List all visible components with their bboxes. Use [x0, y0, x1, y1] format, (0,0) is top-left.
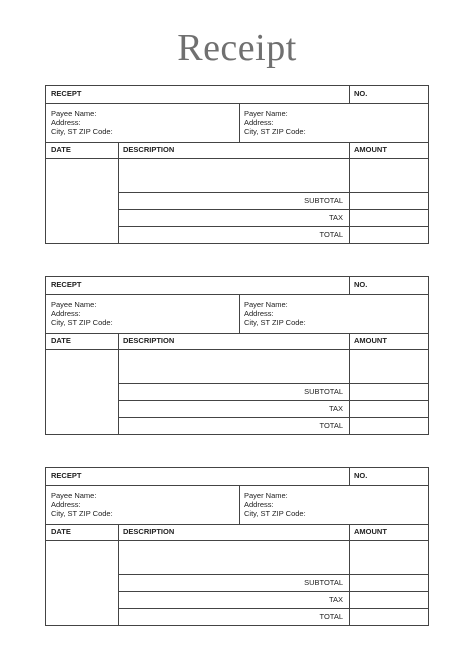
receipt-form-3	[45, 467, 429, 626]
payee-block[interactable]	[51, 491, 113, 518]
receipt-number-field[interactable]: NO.	[349, 468, 428, 485]
subtotal-label: SUBTOTAL	[304, 578, 343, 587]
subtotal-row[interactable]	[118, 574, 428, 592]
receipt-form-1	[45, 85, 429, 244]
total-label: TOTAL	[319, 421, 343, 430]
date-column-header: DATE	[51, 145, 71, 154]
payee-city-label: City, ST ZIP Code:	[51, 127, 113, 136]
payee-address-label: Address:	[51, 118, 81, 127]
receipt-label: RECEPT	[51, 280, 82, 289]
description-column-header: DESCRIPTION	[118, 525, 349, 540]
payer-address-label: Address:	[244, 500, 274, 509]
date-column-header: DATE	[51, 527, 71, 536]
payee-address-label: Address:	[51, 309, 81, 318]
payee-block[interactable]	[51, 300, 113, 327]
payee-city-label: City, ST ZIP Code:	[51, 318, 113, 327]
receipt-label: RECEPT	[51, 89, 82, 98]
payer-address-label: Address:	[244, 118, 274, 127]
tax-row[interactable]	[118, 400, 428, 418]
column-header-row	[46, 143, 428, 159]
payer-name-label: Payer Name:	[244, 491, 288, 500]
payer-city-label: City, ST ZIP Code:	[244, 509, 306, 518]
tax-row[interactable]	[118, 591, 428, 609]
column-header-row	[46, 525, 428, 541]
payee-city-label: City, ST ZIP Code:	[51, 509, 113, 518]
payer-name-label: Payer Name:	[244, 109, 288, 118]
column-header-row	[46, 334, 428, 350]
parties-row	[46, 295, 428, 334]
payee-block[interactable]	[51, 109, 113, 136]
tax-label: TAX	[328, 595, 343, 604]
receipt-form-2	[45, 276, 429, 435]
total-row[interactable]	[118, 226, 428, 244]
payer-name-label: Payer Name:	[244, 300, 288, 309]
subtotal-row[interactable]	[118, 383, 428, 401]
receipt-label: RECEPT	[51, 471, 82, 480]
receipt-number-field[interactable]: NO.	[349, 277, 428, 294]
parties-row	[46, 486, 428, 525]
description-column-header: DESCRIPTION	[118, 334, 349, 349]
receipt-body	[46, 350, 428, 434]
receipt-header-row	[46, 277, 428, 295]
date-field[interactable]	[46, 350, 119, 434]
receipt-header-row	[46, 86, 428, 104]
tax-label: TAX	[328, 213, 343, 222]
tax-label: TAX	[328, 404, 343, 413]
date-field[interactable]	[46, 541, 119, 625]
page-title: Receipt	[177, 27, 297, 69]
subtotal-label: SUBTOTAL	[304, 196, 343, 205]
payee-name-label: Payee Name:	[51, 300, 97, 309]
payee-name-label: Payee Name:	[51, 109, 97, 118]
total-label: TOTAL	[319, 230, 343, 239]
receipt-header-row	[46, 468, 428, 486]
payer-city-label: City, ST ZIP Code:	[244, 127, 306, 136]
receipt-number-field[interactable]: NO.	[349, 86, 428, 103]
payer-city-label: City, ST ZIP Code:	[244, 318, 306, 327]
payer-block[interactable]	[239, 295, 428, 333]
total-row[interactable]	[118, 417, 428, 435]
receipt-body	[46, 541, 428, 625]
tax-row[interactable]	[118, 209, 428, 227]
total-row[interactable]	[118, 608, 428, 626]
amount-column-header: AMOUNT	[349, 525, 428, 540]
parties-row	[46, 104, 428, 143]
subtotal-row[interactable]	[118, 192, 428, 210]
description-column-header: DESCRIPTION	[118, 143, 349, 158]
amount-column-header: AMOUNT	[349, 334, 428, 349]
payee-address-label: Address:	[51, 500, 81, 509]
date-column-header: DATE	[51, 336, 71, 345]
subtotal-label: SUBTOTAL	[304, 387, 343, 396]
payee-name-label: Payee Name:	[51, 491, 97, 500]
total-label: TOTAL	[319, 612, 343, 621]
date-field[interactable]	[46, 159, 119, 243]
amount-column-header: AMOUNT	[349, 143, 428, 158]
payer-address-label: Address:	[244, 309, 274, 318]
payer-block[interactable]	[239, 104, 428, 142]
receipt-body	[46, 159, 428, 243]
payer-block[interactable]	[239, 486, 428, 524]
